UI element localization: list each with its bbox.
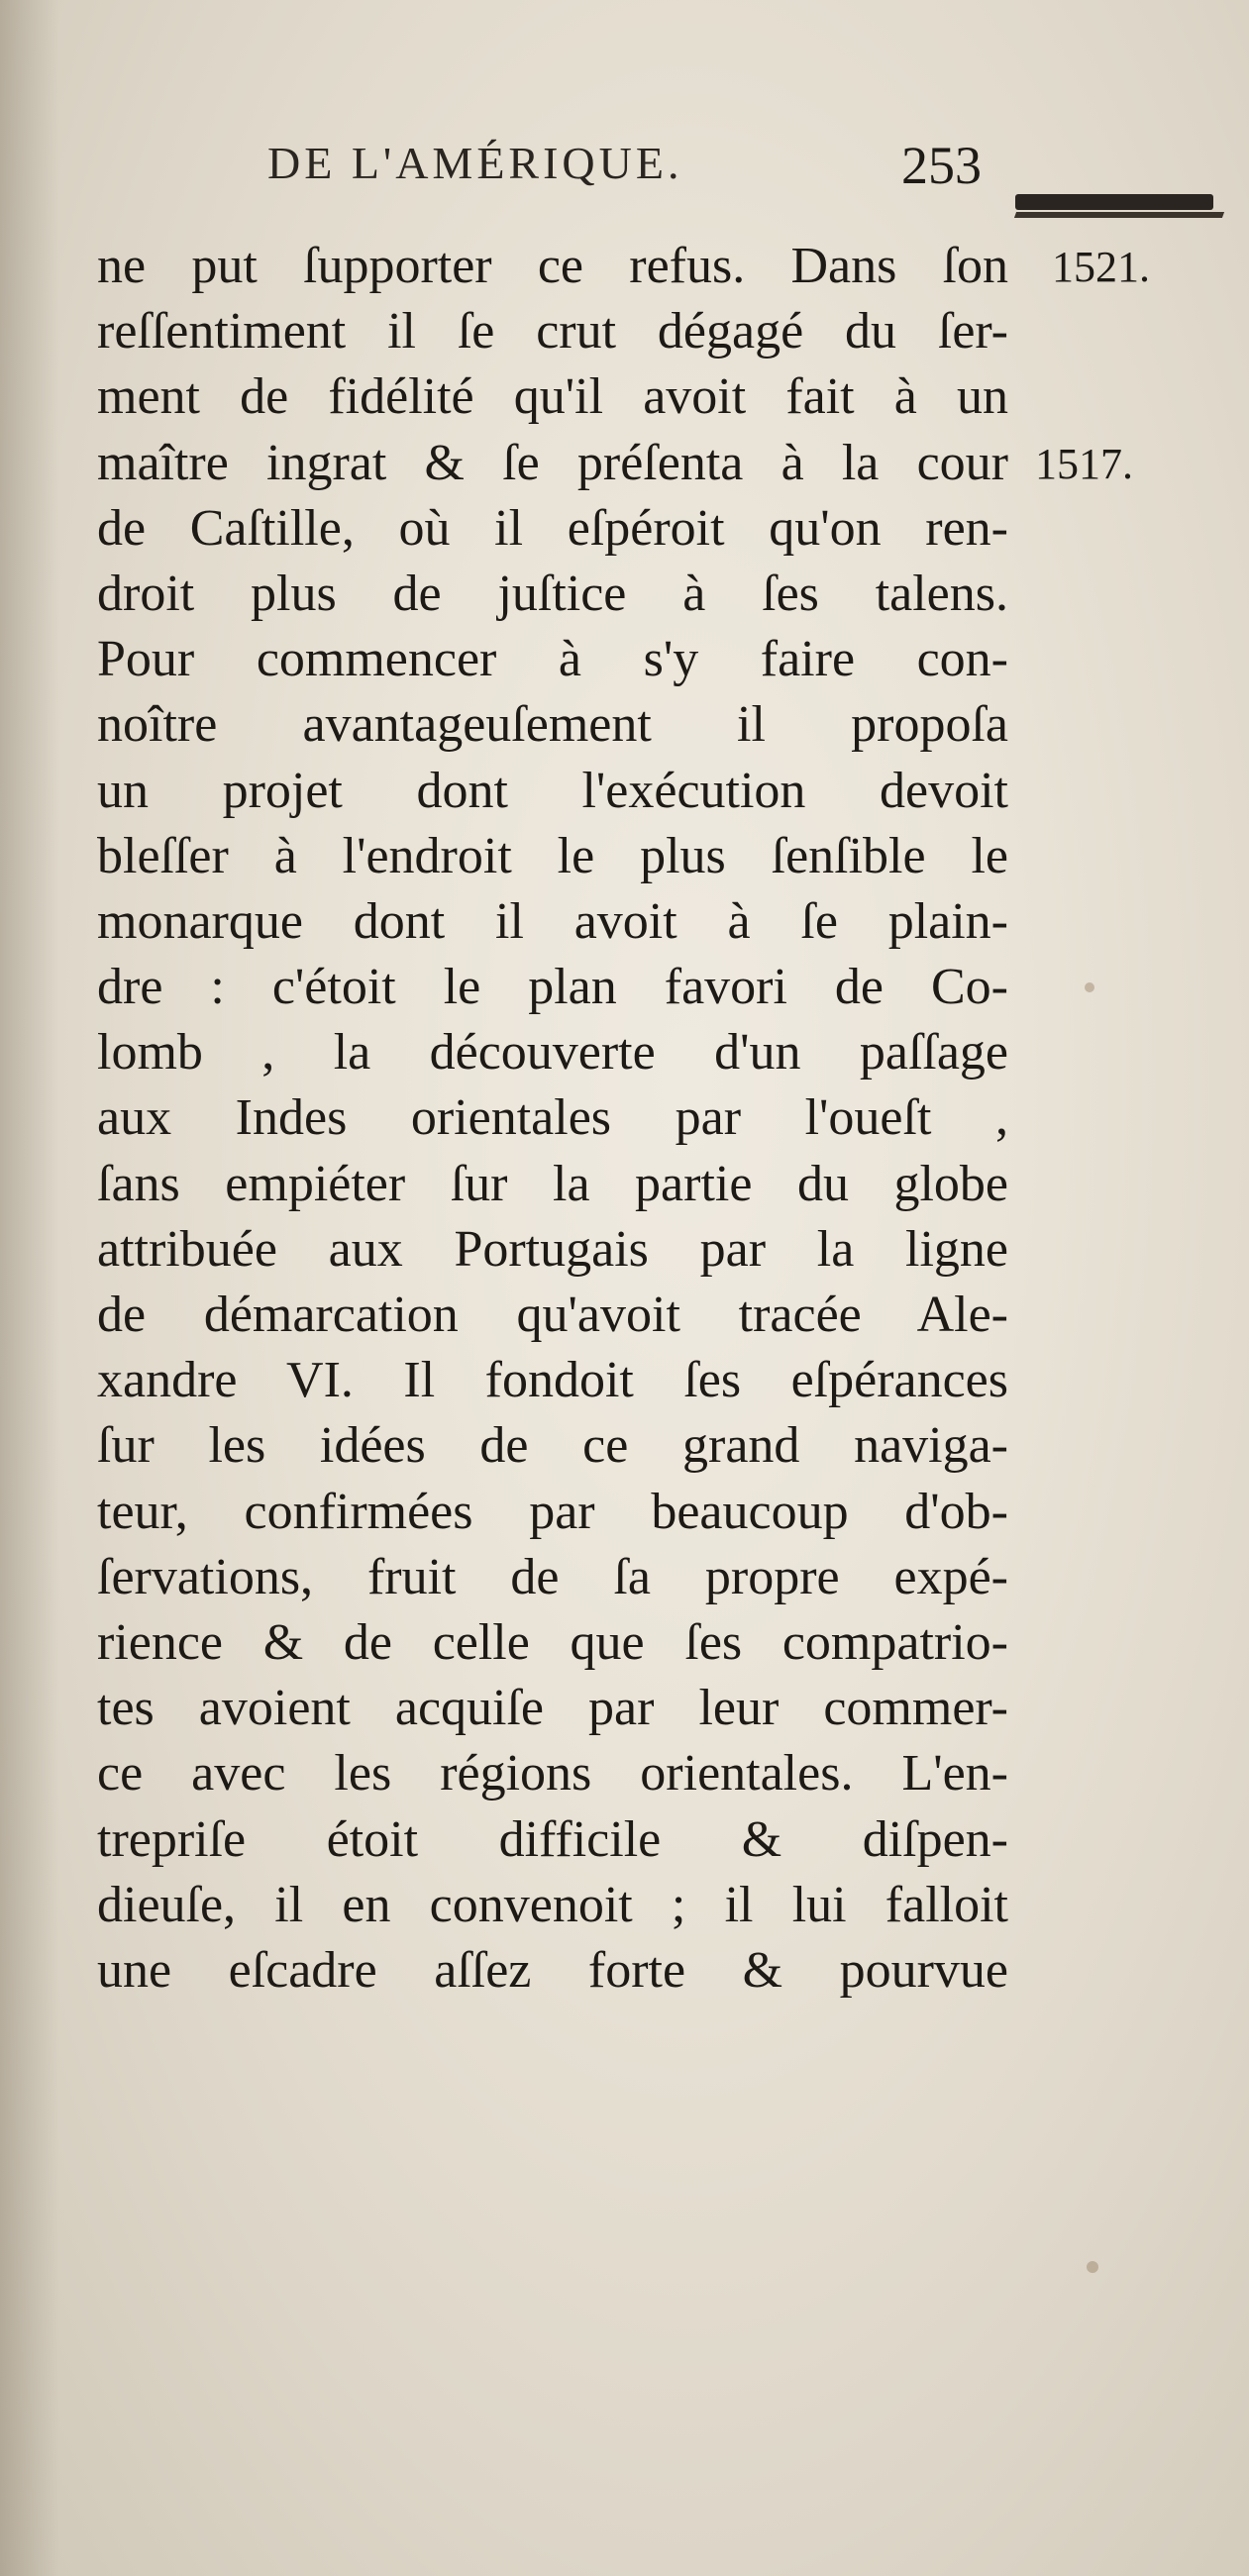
text-line: teur, confirmées par beaucoup d'ob- [97,1483,1008,1540]
text-line: droit plus de juſtice à ſes talens. [97,565,1008,622]
text-line: xandre VI. Il fondoit ſes eſpérances [97,1352,1008,1409]
text-line: aux Indes orientales par l'oueſt , [97,1089,1008,1147]
text-line: dieuſe, il en convenoit ; il lui falloit [97,1876,1008,1933]
text-line: noître avantageuſement il propoſa [97,696,1008,754]
text-line: tes avoient acquiſe par leur commer- [97,1680,1008,1737]
text-line: bleſſer à l'endroit le plus ſenſible le [97,827,1008,884]
page-number: 253 [901,136,982,195]
text-line: trepriſe étoit difficile & diſpen- [97,1810,1008,1868]
text-line: ce avec les régions orientales. L'en- [97,1745,1008,1803]
text-line: lomb , la découverte d'un paſſage [97,1024,1008,1082]
paper-stain [1085,982,1094,992]
text-line: attribuée aux Portugais par la ligne [97,1220,1008,1278]
text-line: Pour commencer à s'y faire con- [97,631,1008,688]
margin-year-note: 1517. [1035,440,1133,488]
margin-year-note: 1521. [1052,243,1150,291]
body-text [97,234,1008,2004]
text-line: rience & de celle que ſes compatrio- [97,1613,1008,1671]
text-line: de démarcation qu'avoit tracée Ale- [97,1287,1008,1343]
text-line: une eſcadre aſſez forte & pourvue [97,1941,1008,1999]
page-header [267,137,1000,206]
text-line: dre : c'étoit le plan favori de Co- [97,959,1008,1016]
binding-shadow [0,0,59,2576]
text-line: ſervations, fruit de ſa propre expé- [97,1548,1008,1605]
text-line: ſur les idées de ce grand naviga- [97,1417,1008,1475]
ink-rule-mark [1015,194,1213,210]
text-line: monarque dont il avoit à ſe plain- [97,892,1008,950]
text-line: ment de fidélité qu'il avoit fait à un [97,368,1008,426]
text-line: un projet dont l'exécution devoit [97,762,1008,819]
paper-stain [1087,2261,1098,2273]
text-line: maître ingrat & ſe préſenta à la cour [97,434,1008,491]
running-title: DE L'AMÉRIQUE. [267,138,683,188]
text-line: ſans empiéter ſur la partie du globe [97,1155,1008,1212]
text-line: ne put ſupporter ce refus. Dans ſon [97,238,1008,294]
text-line: de Caſtille, où il eſpéroit qu'on ren- [97,499,1008,557]
text-line: reſſentiment il ſe crut dégagé du ſer- [97,303,1008,361]
